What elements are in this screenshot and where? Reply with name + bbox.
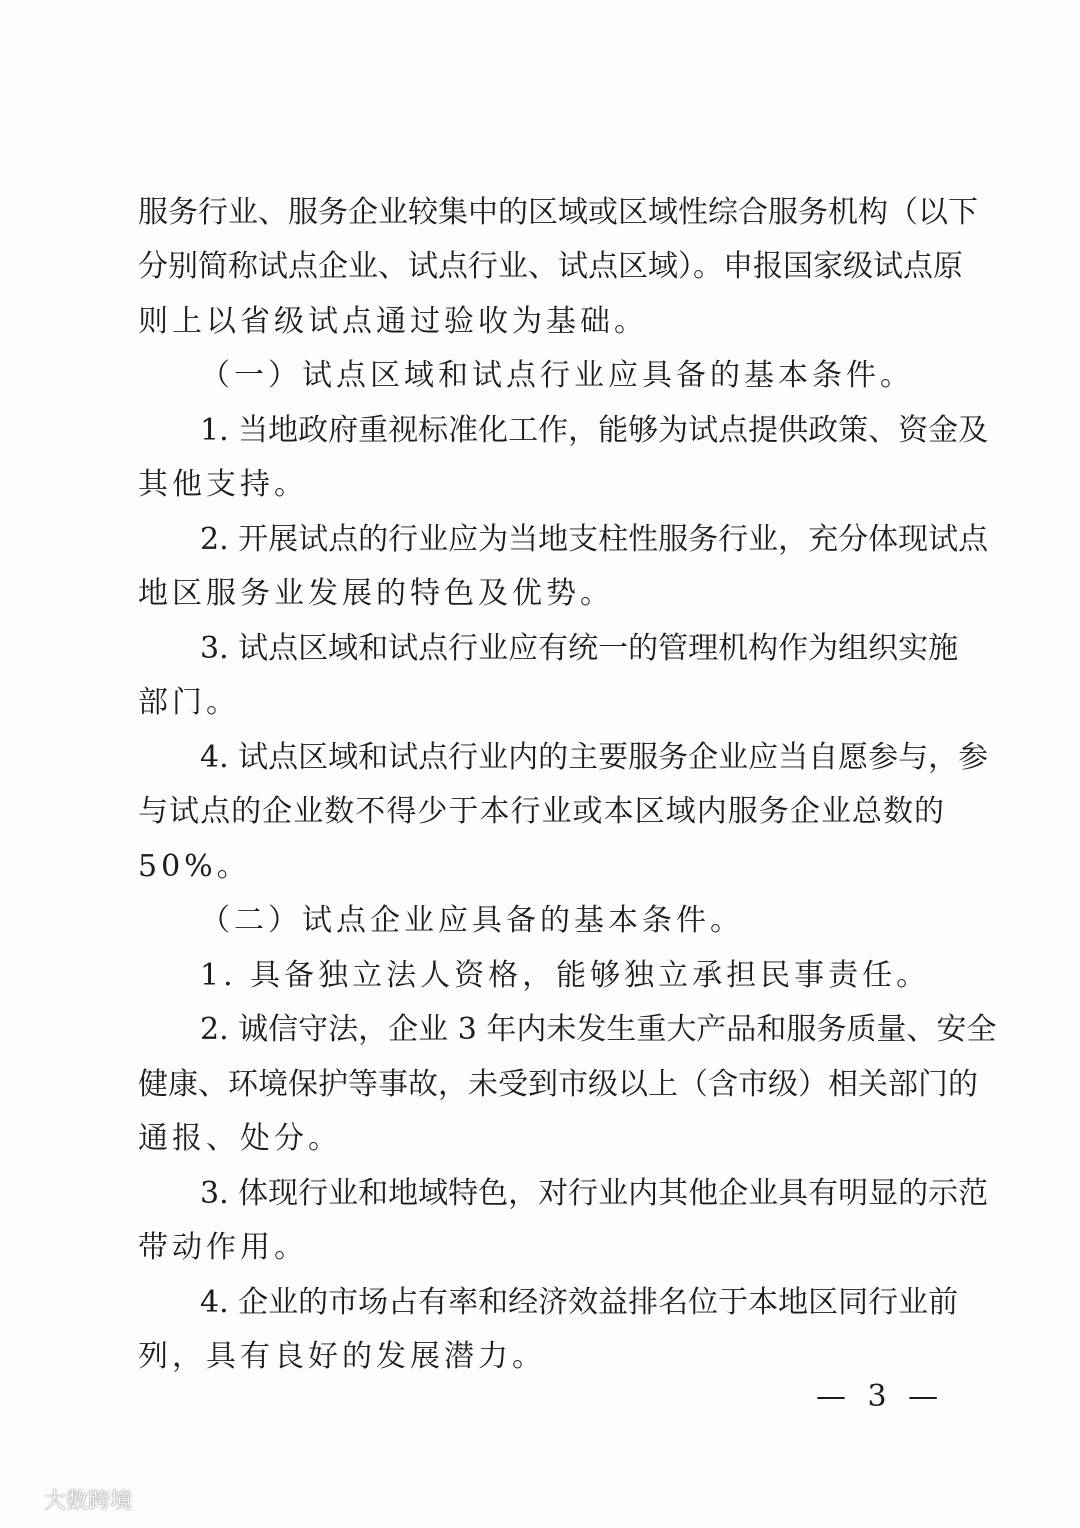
text-line: 其他支持。 [138, 467, 308, 502]
text-line: 带动作用。 [138, 1230, 308, 1265]
text-line: 3. 体现行业和地域特色，对行业内其他企业具有明显的示范 [200, 1176, 989, 1211]
text-line: 分别简称试点企业、试点行业、试点区域）。申报国家级试点原 [138, 249, 963, 284]
text-line: 4. 企业的市场占有率和经济效益排名位于本地区同行业前 [200, 1285, 959, 1320]
text-line: 2. 开展试点的行业应为当地支柱性服务行业，充分体现试点 [200, 522, 989, 557]
text-line: （二）试点企业应具备的基本条件。 [200, 903, 744, 938]
watermark [8, 1484, 132, 1515]
text-line: 1. 具备独立法人资格，能够独立承担民事责任。 [200, 958, 931, 993]
text-line: 2. 诚信守法，企业 3 年内未发生重大产品和服务质量、安全 [200, 1012, 997, 1047]
text-line: 1. 当地政府重视标准化工作，能够为试点提供政策、资金及 [200, 413, 989, 448]
text-line: 列，具有良好的发展潜力。 [138, 1339, 546, 1374]
text-line: 部门。 [138, 685, 240, 720]
page-number: — 3 — [816, 1379, 945, 1414]
text-line: 地区服务业发展的特色及优势。 [138, 576, 614, 611]
text-line: 与试点的企业数不得少于本行业或本区域内服务企业总数的 [138, 794, 944, 829]
text-line: 服务行业、服务企业较集中的区域或区域性综合服务机构（以下 [138, 195, 978, 230]
weibo-logo-icon [8, 1487, 38, 1513]
text-line: 3. 试点区域和试点行业应有统一的管理机构作为组织实施 [200, 631, 959, 666]
watermark-text: 大数跨境 [44, 1489, 133, 1514]
text-line: 50%。 [138, 849, 251, 884]
text-line: 健康、环境保护等事故，未受到市级以上（含市级）相关部门的 [138, 1067, 978, 1102]
text-line: 4. 试点区域和试点行业内的主要服务企业应当自愿参与，参 [200, 740, 989, 775]
text-line: （一）试点区域和试点行业应具备的基本条件。 [200, 358, 914, 393]
text-line: 通报、处分。 [138, 1121, 342, 1156]
text-line: 则上以省级试点通过验收为基础。 [138, 304, 648, 339]
